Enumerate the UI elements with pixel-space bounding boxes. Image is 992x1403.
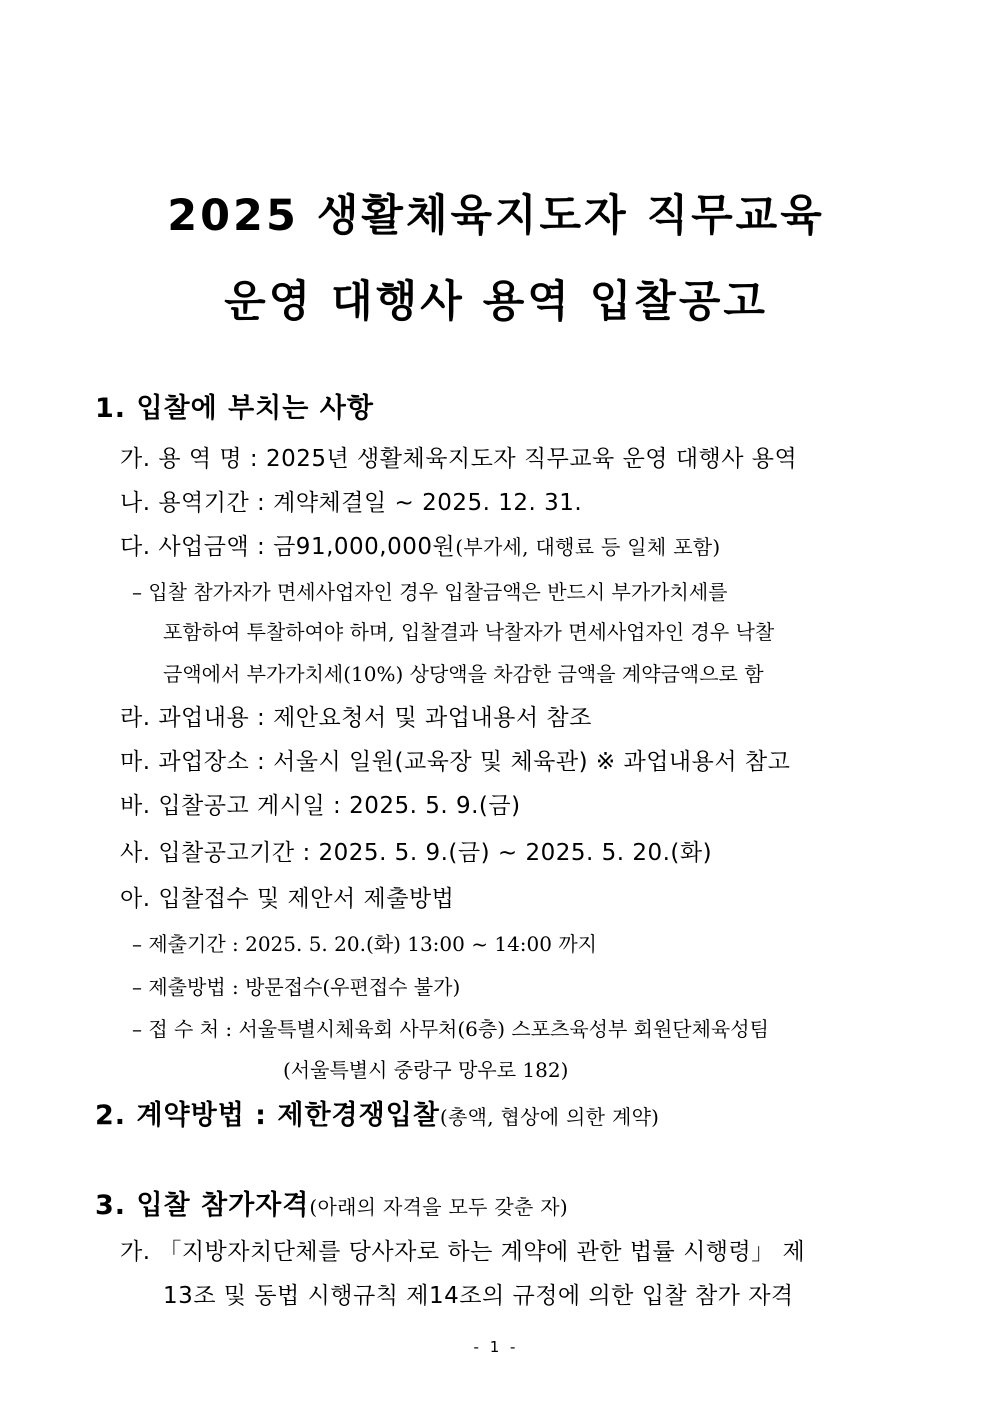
item-value: 2025년 생활체육지도자 직무교육 운영 대행사 용역	[266, 446, 798, 472]
item-task-content	[120, 705, 592, 733]
item-label: 아.	[120, 886, 159, 912]
budget-note: (부가세, 대행료 등 일체 포함)	[455, 535, 721, 559]
item-value: 서울시 일원(교육장 및 체육관) ※ 과업내용서 참고	[273, 749, 791, 775]
submission-address: (서울특별시 중랑구 망우로 182)	[283, 1058, 569, 1082]
item-value: 계약체결일 ~ 2025. 12. 31.	[273, 490, 583, 516]
section2	[95, 1100, 659, 1132]
item-submission-heading	[120, 886, 454, 914]
item-label: 사. 입찰공고기간 :	[120, 840, 319, 866]
item-value: 2025. 5. 9.(금) ~ 2025. 5. 20.(화)	[318, 840, 713, 866]
submission-method: – 제출방법 : 방문접수(우편접수 불가)	[132, 975, 461, 999]
submission-period: – 제출기간 : 2025. 5. 20.(화) 13:00 ~ 14:00 까지	[132, 932, 597, 956]
vat-note-line2: 포함하여 투찰하여야 하며, 입찰결과 낙찰자가 면세사업자인 경우 낙찰	[163, 620, 775, 644]
item-task-location	[120, 749, 790, 777]
document-title-line2: 운영 대행사 용역 입찰공고	[224, 277, 768, 327]
item-label: 바. 입찰공고 게시일 :	[120, 793, 350, 819]
item-posting-period	[120, 840, 712, 868]
item-label: 다. 사업금액 :	[120, 534, 274, 560]
item-posting-date	[120, 793, 521, 821]
section3	[95, 1190, 568, 1222]
item-label: 나. 용역기간 :	[120, 490, 274, 516]
submission-place: – 접 수 처 : 서울특별시체육회 사무처(6층) 스포츠육성부 회원단체육성팀	[132, 1017, 769, 1041]
item-label: 마. 과업장소 :	[120, 749, 274, 775]
section3-heading: 3. 입찰 참가자격	[95, 1190, 310, 1221]
item-service-name	[120, 446, 895, 474]
item-value: 금91,000,000원	[273, 534, 456, 560]
item-service-period	[120, 490, 582, 518]
item-budget	[120, 534, 721, 562]
item-value: 입찰접수 및 제안서 제출방법	[158, 886, 455, 912]
section2-note: (총액, 협상에 의한 계약)	[439, 1105, 660, 1129]
document-title-line1: 2025 생활체육지도자 직무교육	[167, 191, 825, 241]
section3-note: (아래의 자격을 모두 갖춘 자)	[309, 1195, 568, 1219]
section1-heading: 1. 입찰에 부치는 사항	[95, 393, 374, 424]
item-value: 제안요청서 및 과업내용서 참조	[273, 705, 592, 731]
section2-heading: 2. 계약방법 : 제한경쟁입찰	[95, 1100, 440, 1131]
vat-note-line1: – 입찰 참가자가 면세사업자인 경우 입찰금액은 반드시 부가가치세를	[132, 580, 728, 604]
section3-item-line1: 가. 「지방자치단체를 당사자로 하는 계약에 관한 법률 시행령」 제	[120, 1239, 806, 1265]
item-label: 가. 용 역 명 :	[120, 446, 266, 472]
section3-item-line2: 13조 및 동법 시행규칙 제14조의 규정에 의한 입찰 참가 자격	[163, 1283, 794, 1309]
vat-note-line3: 금액에서 부가가치세(10%) 상당액을 차감한 금액을 계약금액으로 함	[163, 662, 764, 686]
item-value: 2025. 5. 9.(금)	[349, 793, 521, 819]
page-number: - 1 -	[473, 1338, 519, 1356]
item-label: 라. 과업내용 :	[120, 705, 274, 731]
